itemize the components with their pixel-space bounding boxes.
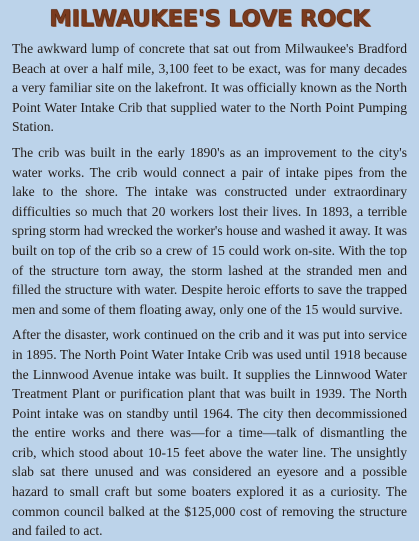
article-paragraph: After the disaster, work continued on the crib and it was put into service in 1895. The North Point Water Intake Crib was used until 1918 because the Linnwood Avenue intake was built. It supplies the Linnwood Water Treatment Plant or purification plant that was built in 1939. The North Point intake was on standby until 1964. The city then decommissioned the entire works and there was—for a time—talk of dismantling the crib, which stood about 10-15 feet above the water line. The unsightly slab sat there unused and was considered an eyesore and a possible hazard to small craft but some boaters explored it as a curiosity. The common council balked at the $125,000 cost of removing the structure and failed to act.	[12, 327, 407, 539]
article-paragraph: The crib was built in the early 1890's as an improvement to the city's water works. The crib would connect a pair of intake pipes from the lake to the shore. The intake was constructed under extraordinary difficulties so much that 20 workers lost their lives. In 1893, a terrible spring storm had wrecked the worker's house and washed it away. It was built on top of the crib so a crew of 15 could work on-site. With the top of the structure torn away, the storm lashed at the stranded men and filled the structure with water. Despite heroic efforts to save the trapped men and some of them floating away, only one of the 15 would survive.	[12, 144, 407, 317]
article-body	[12, 39, 407, 541]
article-title: MILWAUKEE'S LOVE ROCK	[49, 6, 370, 32]
article-paragraph: The awkward lump of concrete that sat out from Milwaukee's Bradford Beach at over a half mile, 3,100 feet to be exact, was for many decades a very familiar site on the lakefront. It was officially known as the North Point Water Intake Crib that supplied water to the North Point Pumping Station.	[12, 41, 407, 135]
